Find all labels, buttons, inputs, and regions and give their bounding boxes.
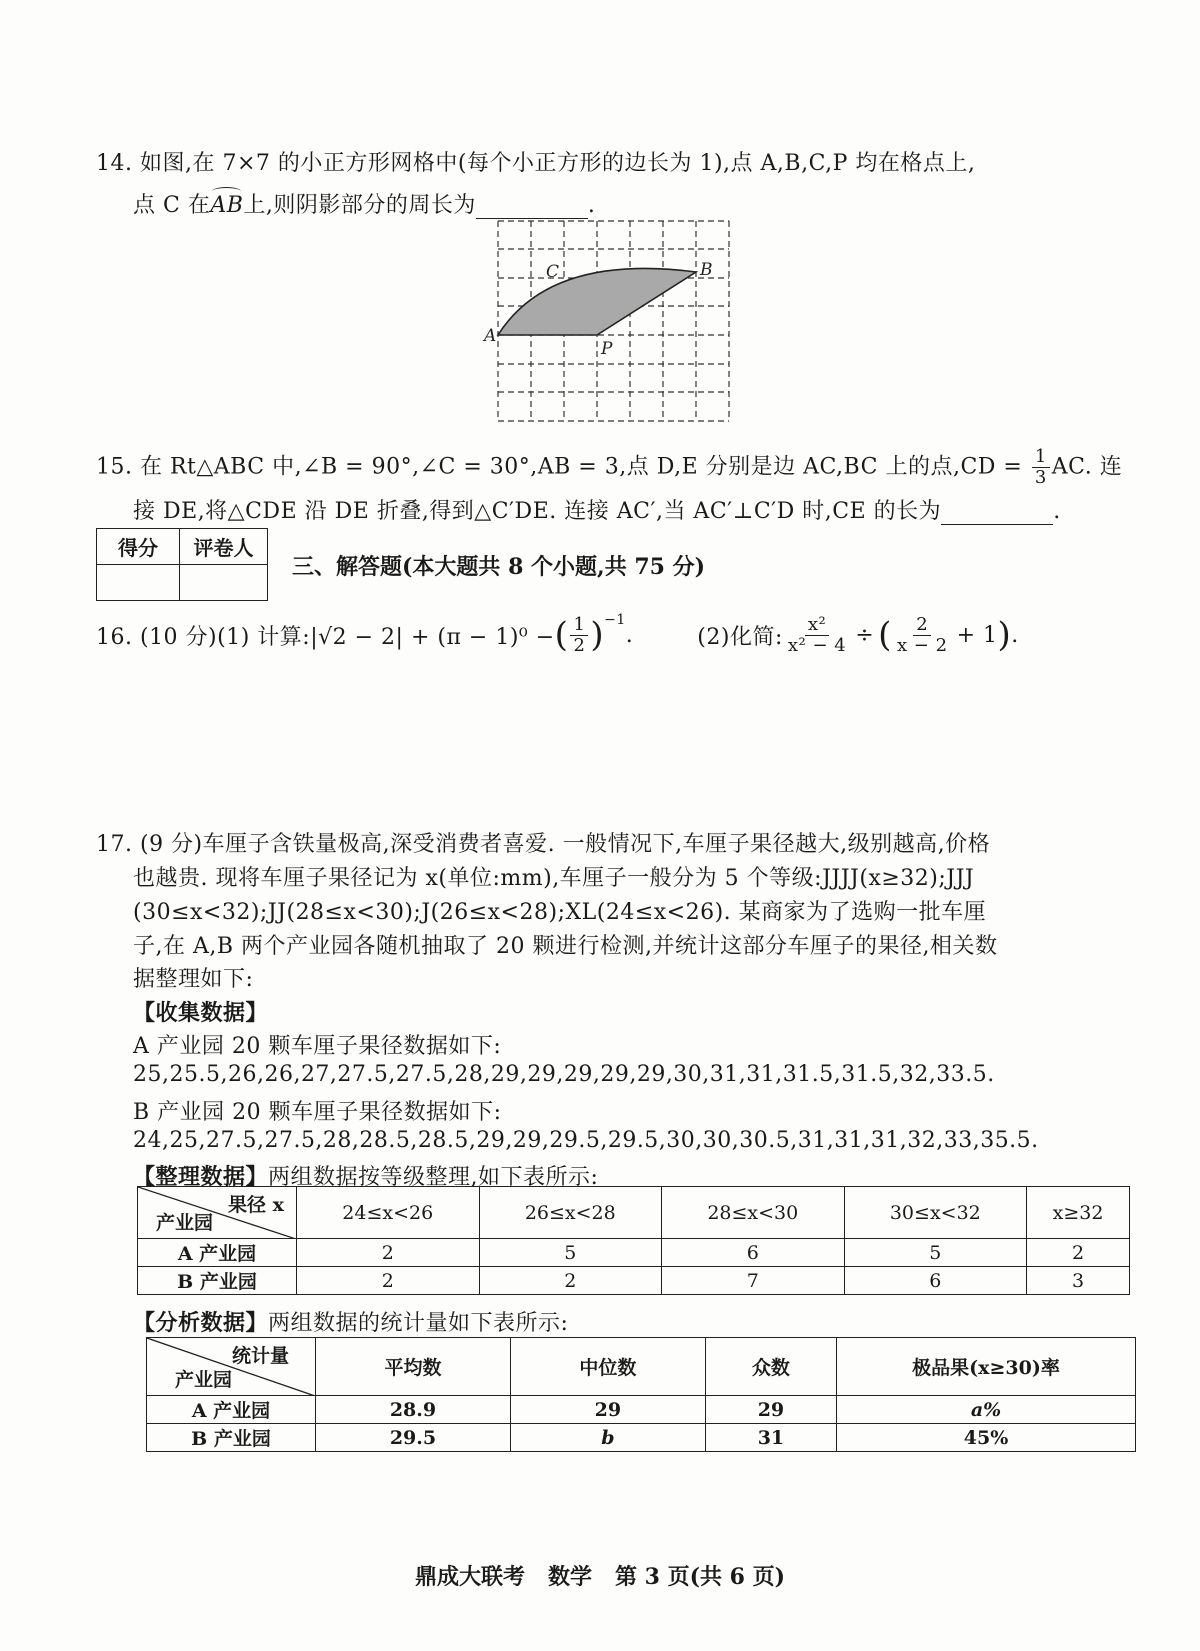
table-cell: 31 xyxy=(705,1424,836,1452)
q16-end-1: . xyxy=(625,622,634,648)
score-box xyxy=(96,528,268,601)
divide-sign: ÷ xyxy=(855,622,875,648)
q15-end: . xyxy=(1053,499,1061,524)
q15-line2 xyxy=(133,494,1061,525)
q14-text-a: 点 C 在 xyxy=(133,193,211,218)
row-label: A 产业园 xyxy=(147,1396,316,1424)
q14-text-b: 上,则阴影部分的周长为 xyxy=(243,193,476,218)
grade-table xyxy=(137,1186,1130,1295)
frac-den: x − 2 xyxy=(896,634,948,656)
q17-line-2: 也越贵. 现将车厘子果径记为 x(单位:mm),车厘子一般分为 5 个等级:JJJJ(x≥32);JJJ xyxy=(133,866,975,891)
col-header: 24≤x<26 xyxy=(297,1187,480,1239)
grader-cell[interactable] xyxy=(180,565,268,601)
corner-cell xyxy=(138,1187,297,1239)
q16-end-2: . xyxy=(1011,622,1019,648)
table-cell: 6 xyxy=(844,1267,1027,1295)
q14-line1: 14. 如图,在 7×7 的小正方形网格中(每个小正方形的边长为 1),点 A,B,C,P 均在格点上, xyxy=(96,151,976,176)
frac-num: 2 xyxy=(913,616,931,636)
col-header: 极品果(x≥30)率 xyxy=(837,1338,1136,1396)
q16-frac-1 xyxy=(785,613,849,656)
table-cell: 29.5 xyxy=(316,1424,511,1452)
corner-bottom: 产业园 xyxy=(175,1369,233,1391)
q17-line-4: 子,在 A,B 两个产业园各随机抽取了 20 颗进行检测,并统计这部分车厘子的果径,相关数 xyxy=(133,934,998,959)
q17-line-3: (30≤x<32);JJ(28≤x<30);J(26≤x<28);XL(24≤x<26). 某商家为了选购一批车厘 xyxy=(133,900,987,925)
q16-part2-text: (2)化简: xyxy=(697,624,783,650)
score-cell[interactable] xyxy=(97,565,180,601)
arc-mark xyxy=(212,187,241,196)
table-cell: 6 xyxy=(662,1239,845,1267)
table-row xyxy=(147,1396,1136,1424)
q15-text-b: AC. 连 xyxy=(1051,454,1123,480)
frac-num: 1 xyxy=(1032,448,1050,468)
table-cell: 45% xyxy=(837,1424,1136,1452)
b-intro: B 产业园 20 颗车厘子果径数据如下: xyxy=(133,1100,502,1125)
paren-open: ( xyxy=(554,615,569,655)
paren-open-2: ( xyxy=(878,615,892,655)
q16-part1-text: 16. (10 分)(1) 计算:|√2 − 2| + (π − 1)⁰ − xyxy=(96,624,555,650)
analyze-text: 两组数据的统计量如下表所示: xyxy=(268,1311,569,1336)
frac-num: 1 xyxy=(570,616,588,636)
organize-title: 【整理数据】 xyxy=(133,1164,269,1190)
frac-den: 3 xyxy=(1034,467,1047,488)
a-intro: A 产业园 20 颗车厘子果径数据如下: xyxy=(133,1034,502,1059)
table-cell: 29 xyxy=(705,1396,836,1424)
score-header: 得分 xyxy=(97,529,180,565)
table-cell: b xyxy=(510,1424,705,1452)
col-header: 众数 xyxy=(705,1338,836,1396)
answer-blank-15[interactable] xyxy=(941,504,1053,525)
table-row xyxy=(147,1424,1136,1452)
page-footer: 鼎成大联考 数学 第 3 页(共 6 页) xyxy=(414,1564,786,1590)
table-cell: 29 xyxy=(510,1396,705,1424)
corner-bottom: 产业园 xyxy=(156,1212,214,1234)
q15-text-2: 接 DE,将△CDE 沿 DE 折叠,得到△C′DE. 连接 AC′,当 AC′⊥C′D 时,CE 的长为 xyxy=(133,499,942,524)
table-cell: 2 xyxy=(297,1239,480,1267)
col-header: 中位数 xyxy=(510,1338,705,1396)
a-data: 25,25.5,26,26,27,27.5,27.5,28,29,29,29,29,29,30,31,31,31.5,31.5,32,33.5. xyxy=(133,1062,995,1087)
col-header: 28≤x<30 xyxy=(662,1187,845,1239)
table-cell: 2 xyxy=(479,1267,662,1295)
q17-line-1: 17. (9 分)车厘子含铁量极高,深受消费者喜爱. 一般情况下,车厘子果径越大,级别越高,价格 xyxy=(96,832,991,857)
label-c: C xyxy=(546,262,560,282)
analyze-line xyxy=(133,1306,568,1337)
grid-figure xyxy=(480,215,740,425)
q16-frac-2 xyxy=(894,613,951,656)
q15-line1 xyxy=(96,448,1122,487)
q14-end: . xyxy=(587,193,596,218)
frac-num: x² xyxy=(805,616,829,636)
q16-frac-half xyxy=(570,613,588,656)
grader-header: 评卷人 xyxy=(180,529,268,565)
q17-line-5: 据整理如下: xyxy=(133,967,254,992)
collect-title: 【收集数据】 xyxy=(133,1000,269,1026)
section-3-title: 三、解答题(本大题共 8 个小题,共 75 分) xyxy=(292,554,706,580)
table-cell: 2 xyxy=(297,1267,480,1295)
stats-table xyxy=(146,1337,1136,1452)
q15-text-a: 15. 在 Rt△ABC 中,∠B = 90°,∠C = 30°,AB = 3,点 D,E 分别是边 AC,BC 上的点,CD = xyxy=(96,454,1023,480)
col-header: 平均数 xyxy=(316,1338,511,1396)
plus-one: + 1 xyxy=(956,622,998,648)
label-b: B xyxy=(700,260,713,280)
col-header: 30≤x<32 xyxy=(844,1187,1027,1239)
corner-top: 统计量 xyxy=(231,1345,289,1367)
paren-close: ) xyxy=(590,615,605,655)
col-header: 26≤x<28 xyxy=(479,1187,662,1239)
analyze-title: 【分析数据】 xyxy=(133,1310,269,1336)
arc-ab xyxy=(210,193,243,218)
table-cell: 5 xyxy=(479,1239,662,1267)
row-label: B 产业园 xyxy=(147,1424,316,1452)
frac-den: x² − 4 xyxy=(787,634,847,656)
table-cell: 3 xyxy=(1027,1267,1130,1295)
corner-top: 果径 x xyxy=(228,1194,284,1216)
row-label: A 产业园 xyxy=(138,1239,297,1267)
row-label: B 产业园 xyxy=(138,1267,297,1295)
table-cell: a% xyxy=(837,1396,1136,1424)
col-header: x≥32 xyxy=(1027,1187,1130,1239)
shaded-region xyxy=(498,268,696,335)
table-row xyxy=(138,1239,1130,1267)
table-cell: 28.9 xyxy=(316,1396,511,1424)
paren-close-2: ) xyxy=(997,615,1012,655)
exponent: −1 xyxy=(604,612,626,628)
q15-fraction xyxy=(1032,448,1050,487)
table-cell: 5 xyxy=(844,1239,1027,1267)
corner-cell xyxy=(147,1338,316,1396)
b-data: 24,25,27.5,27.5,28,28.5,28.5,29,29,29.5,29.5,30,30,30.5,31,31,31,32,33,35.5. xyxy=(133,1128,1039,1153)
label-p: P xyxy=(601,339,613,359)
table-cell: 2 xyxy=(1027,1239,1130,1267)
table-row xyxy=(138,1267,1130,1295)
organize-text: 两组数据按等级整理,如下表所示: xyxy=(268,1165,599,1190)
frac-den: 2 xyxy=(573,634,586,656)
arc-label: AB xyxy=(210,193,244,218)
q16-line xyxy=(96,612,1019,658)
table-cell: 7 xyxy=(662,1267,845,1295)
label-a: A xyxy=(484,326,497,346)
